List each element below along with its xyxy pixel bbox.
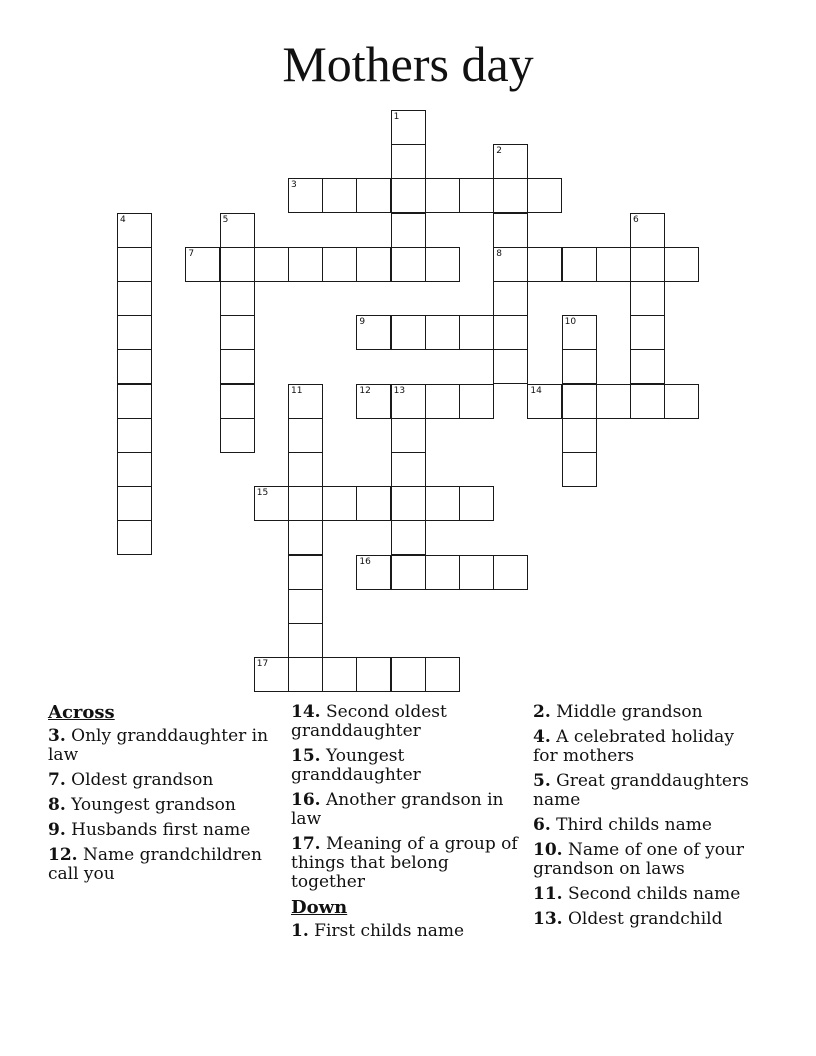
grid-cell[interactable] xyxy=(391,384,426,419)
clue-item xyxy=(48,846,276,884)
grid-cell[interactable] xyxy=(493,281,528,316)
grid-cell[interactable] xyxy=(630,281,665,316)
grid-cell[interactable] xyxy=(322,178,357,213)
clue-item-text: Youngest grandson xyxy=(71,795,236,815)
clue-number: 13 xyxy=(393,385,406,396)
grid-cell[interactable] xyxy=(425,555,460,590)
clue-item-text: Second oldest granddaughter xyxy=(291,702,447,741)
grid-cell[interactable] xyxy=(117,349,152,384)
clue-item-text: Middle grandson xyxy=(556,702,703,722)
clue-item xyxy=(48,821,276,840)
grid-cell[interactable] xyxy=(356,178,391,213)
grid-cell[interactable] xyxy=(117,384,152,419)
grid-cell[interactable] xyxy=(664,384,699,419)
grid-cell[interactable] xyxy=(425,247,460,282)
grid-cell[interactable] xyxy=(356,657,391,692)
clue-item xyxy=(48,796,276,815)
grid-cell[interactable] xyxy=(630,315,665,350)
clue-item xyxy=(291,791,519,829)
clue-item xyxy=(533,910,761,929)
clue-section-heading: Across xyxy=(48,702,115,723)
clue-number: 5 xyxy=(222,214,229,225)
clues-column-3 xyxy=(533,703,761,935)
clue-number: 2 xyxy=(496,146,502,157)
grid-cell[interactable] xyxy=(493,213,528,248)
grid-cell[interactable] xyxy=(459,315,494,350)
grid-cell[interactable] xyxy=(527,384,562,419)
grid-cell[interactable] xyxy=(493,349,528,384)
grid-cell[interactable] xyxy=(391,178,426,213)
grid-cell[interactable] xyxy=(220,247,255,282)
grid-cell[interactable] xyxy=(288,589,323,624)
grid-cell[interactable] xyxy=(562,418,597,453)
grid-cell[interactable] xyxy=(288,555,323,590)
grid-cell[interactable] xyxy=(220,213,255,248)
grid-cell[interactable] xyxy=(493,144,528,179)
clue-item-number: 17. xyxy=(291,834,321,854)
clue-item-text: Only granddaughter in law xyxy=(48,726,269,765)
clue-item-text: A celebrated holiday for mothers xyxy=(533,727,734,766)
clue-item-text: Name of one of your grandson on laws xyxy=(533,840,745,879)
clue-item-text: Meaning of a group of things that belong together xyxy=(291,834,518,892)
clue-item-text: Second childs name xyxy=(567,884,741,904)
grid-cell[interactable] xyxy=(117,452,152,487)
clue-section-heading: Down xyxy=(291,897,348,918)
clue-number: 11 xyxy=(291,385,303,396)
grid-cell[interactable] xyxy=(288,452,323,487)
grid-cell[interactable] xyxy=(459,178,494,213)
grid-cell[interactable] xyxy=(493,315,528,350)
grid-cell[interactable] xyxy=(356,486,391,521)
grid-cell[interactable] xyxy=(288,657,323,692)
grid-cell[interactable] xyxy=(220,384,255,419)
grid-cell[interactable] xyxy=(288,178,323,213)
grid-cell[interactable] xyxy=(356,384,391,419)
clue-item-number: 15. xyxy=(291,746,321,766)
grid-cell[interactable] xyxy=(562,315,597,350)
grid-cell[interactable] xyxy=(356,315,391,350)
grid-cell[interactable] xyxy=(220,281,255,316)
grid-cell[interactable] xyxy=(596,247,631,282)
grid-cell[interactable] xyxy=(425,384,460,419)
clue-item-number: 13. xyxy=(533,909,563,929)
clues-column-2 xyxy=(291,703,519,947)
clue-item-number: 9. xyxy=(48,820,66,840)
clue-item-text: Another grandson in law xyxy=(291,790,504,829)
grid-cell[interactable] xyxy=(391,486,426,521)
clue-number: 9 xyxy=(359,317,366,328)
clue-item xyxy=(533,728,761,766)
grid-cell[interactable] xyxy=(322,657,357,692)
grid-cell[interactable] xyxy=(288,623,323,658)
grid-cell[interactable] xyxy=(562,452,597,487)
clue-item xyxy=(533,703,761,722)
clue-item-number: 6. xyxy=(533,815,551,835)
grid-cell[interactable] xyxy=(254,247,289,282)
grid-cell[interactable] xyxy=(288,520,323,555)
clue-item-number: 8. xyxy=(48,795,66,815)
grid-cell[interactable] xyxy=(391,144,426,179)
clue-item xyxy=(533,772,761,810)
grid-cell[interactable] xyxy=(391,657,426,692)
clue-number: 15 xyxy=(256,488,269,499)
grid-cell[interactable] xyxy=(391,418,426,453)
grid-cell[interactable] xyxy=(220,349,255,384)
clue-item-text: Husbands first name xyxy=(71,820,251,840)
grid-cell[interactable] xyxy=(493,555,528,590)
grid-cell[interactable] xyxy=(391,555,426,590)
clue-item xyxy=(48,727,276,765)
grid-cell[interactable] xyxy=(391,315,426,350)
clue-item-text: Great granddaughters name xyxy=(533,771,749,810)
grid-cell[interactable] xyxy=(322,486,357,521)
grid-cell[interactable] xyxy=(391,520,426,555)
grid-cell[interactable] xyxy=(425,315,460,350)
clue-item-number: 7. xyxy=(48,770,66,790)
clue-number: 14 xyxy=(530,385,542,396)
grid-cell[interactable] xyxy=(117,213,152,248)
grid-cell[interactable] xyxy=(220,418,255,453)
grid-cell[interactable] xyxy=(664,247,699,282)
clue-item xyxy=(533,885,761,904)
grid-cell[interactable] xyxy=(630,213,665,248)
grid-cell[interactable] xyxy=(391,452,426,487)
grid-cell[interactable] xyxy=(425,486,460,521)
grid-cell[interactable] xyxy=(185,247,220,282)
clue-item-number: 4. xyxy=(533,727,551,747)
grid-cell[interactable] xyxy=(527,247,562,282)
clue-item-number: 3. xyxy=(48,726,66,746)
grid-cell[interactable] xyxy=(117,418,152,453)
clue-item-number: 16. xyxy=(291,790,321,810)
clue-number: 12 xyxy=(359,385,371,396)
clue-item-text: Oldest grandchild xyxy=(567,909,723,929)
grid-cell[interactable] xyxy=(459,555,494,590)
clue-number: 4 xyxy=(120,214,126,225)
clue-item xyxy=(291,922,519,941)
clue-item-number: 12. xyxy=(48,845,78,865)
clue-number: 6 xyxy=(633,214,639,225)
grid-cell[interactable] xyxy=(356,247,391,282)
grid-cell[interactable] xyxy=(493,247,528,282)
clue-item-text: Oldest grandson xyxy=(71,770,214,790)
clue-item xyxy=(291,835,519,892)
clue-item-number: 10. xyxy=(533,840,563,860)
grid-cell[interactable] xyxy=(117,486,152,521)
grid-cell[interactable] xyxy=(527,178,562,213)
clue-item-number: 11. xyxy=(533,884,563,904)
grid-cell[interactable] xyxy=(459,486,494,521)
grid-cell[interactable] xyxy=(322,247,357,282)
clue-item-number: 2. xyxy=(533,702,551,722)
clue-item xyxy=(533,841,761,879)
grid-cell[interactable] xyxy=(117,520,152,555)
clue-item xyxy=(533,816,761,835)
clue-item-number: 5. xyxy=(533,771,551,791)
clue-item-text: First childs name xyxy=(314,921,465,941)
clue-item-number: 1. xyxy=(291,921,309,941)
grid-cell[interactable] xyxy=(288,384,323,419)
grid-cell[interactable] xyxy=(391,213,426,248)
grid-cell[interactable] xyxy=(254,486,289,521)
grid-cell[interactable] xyxy=(117,315,152,350)
clue-number: 7 xyxy=(188,248,195,259)
grid-cell[interactable] xyxy=(220,315,255,350)
grid-cell[interactable] xyxy=(356,555,391,590)
clue-item xyxy=(291,703,519,741)
grid-cell[interactable] xyxy=(425,178,460,213)
puzzle-title: Mothers day xyxy=(282,36,534,92)
grid-cell[interactable] xyxy=(562,247,597,282)
clue-item-text: Name grandchildren call you xyxy=(48,845,262,884)
grid-cell[interactable] xyxy=(288,486,323,521)
grid-cell[interactable] xyxy=(630,247,665,282)
grid-cell[interactable] xyxy=(391,110,426,145)
clue-number: 1 xyxy=(393,112,400,122)
clue-number: 16 xyxy=(359,556,371,567)
clue-number: 8 xyxy=(496,248,502,259)
clue-item-text: Youngest granddaughter xyxy=(291,746,421,785)
grid-cell[interactable] xyxy=(630,384,665,419)
grid-cell[interactable] xyxy=(630,349,665,384)
clue-item xyxy=(291,747,519,785)
grid-cell[interactable] xyxy=(493,178,528,213)
clue-number: 10 xyxy=(564,317,577,328)
grid-cell[interactable] xyxy=(459,384,494,419)
grid-cell[interactable] xyxy=(562,349,597,384)
clue-number: 17 xyxy=(256,659,269,670)
clue-item-number: 14. xyxy=(291,702,321,722)
clue-item xyxy=(48,771,276,790)
clues-column-1 xyxy=(48,703,276,890)
grid-cell[interactable] xyxy=(425,657,460,692)
clue-number: 3 xyxy=(291,180,297,191)
grid-cell[interactable] xyxy=(596,384,631,419)
grid-cell[interactable] xyxy=(391,247,426,282)
grid-cell[interactable] xyxy=(117,247,152,282)
grid-cell[interactable] xyxy=(288,247,323,282)
grid-cell[interactable] xyxy=(288,418,323,453)
grid-cell[interactable] xyxy=(117,281,152,316)
clue-item-text: Third childs name xyxy=(556,815,712,835)
grid-cell[interactable] xyxy=(562,384,597,419)
grid-cell[interactable] xyxy=(254,657,289,692)
